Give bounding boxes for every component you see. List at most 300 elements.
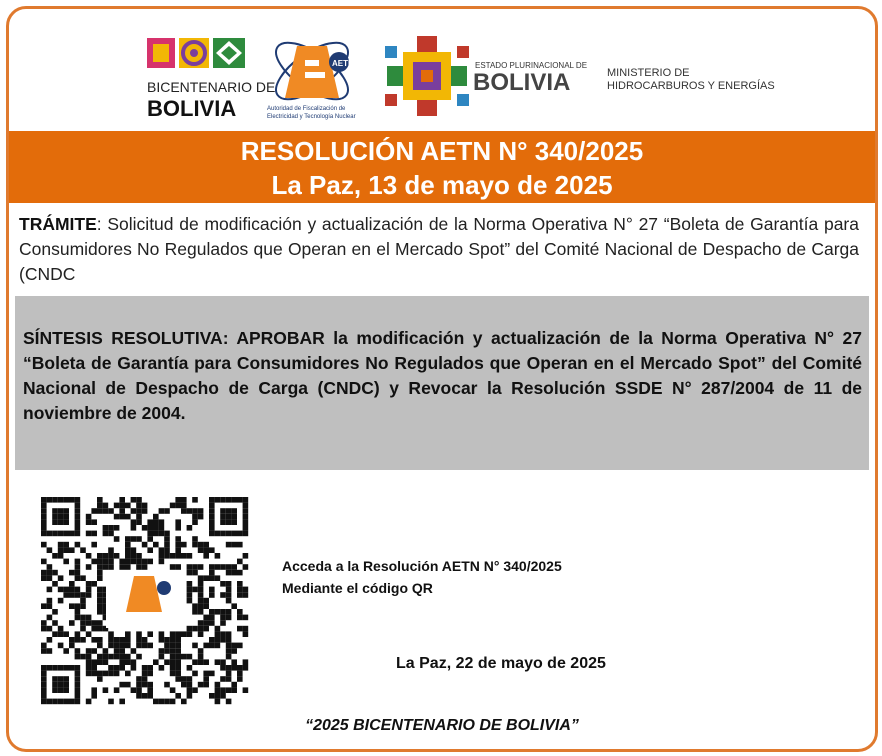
qr-module <box>237 542 243 548</box>
qr-module <box>220 615 226 621</box>
qr-module <box>209 531 215 537</box>
qr-module <box>125 559 131 565</box>
qr-module <box>220 609 226 615</box>
qr-module <box>198 626 204 632</box>
qr-module <box>226 665 232 671</box>
qr-module <box>153 525 159 531</box>
qr-module <box>243 514 249 520</box>
qr-module <box>63 631 69 637</box>
qr-module <box>136 503 142 509</box>
qr-module <box>58 682 64 688</box>
qr-module <box>153 519 159 525</box>
qr-module <box>41 693 47 699</box>
resolution-card <box>6 6 878 752</box>
qr-module <box>41 575 47 581</box>
qr-module <box>209 620 215 626</box>
qr-module <box>231 659 237 665</box>
qr-module <box>86 659 92 665</box>
qr-module <box>187 508 193 514</box>
qr-module <box>108 654 114 660</box>
qr-module <box>147 643 153 649</box>
qr-module <box>175 659 181 665</box>
qr-module <box>198 592 204 598</box>
qr-module <box>52 531 58 537</box>
qr-module <box>75 508 81 514</box>
svg-text:ESTADO PLURINACIONAL DE: ESTADO PLURINACIONAL DE <box>475 61 588 70</box>
qr-module <box>136 497 142 503</box>
qr-module <box>91 648 97 654</box>
qr-module <box>69 547 75 553</box>
logos-graphic <box>127 26 777 124</box>
qr-module <box>119 699 125 705</box>
qr-module <box>215 609 221 615</box>
qr-module <box>41 497 47 503</box>
qr-module <box>220 514 226 520</box>
qr-module <box>75 503 81 509</box>
qr-module <box>209 525 215 531</box>
qr-module <box>237 671 243 677</box>
qr-module <box>203 603 209 609</box>
qr-module <box>187 564 193 570</box>
qr-module <box>170 699 176 705</box>
qr-module <box>52 699 58 705</box>
qr-module <box>91 519 97 525</box>
qr-module <box>209 587 215 593</box>
qr-module <box>91 508 97 514</box>
qr-module <box>198 598 204 604</box>
qr-module <box>170 643 176 649</box>
qr-module <box>231 531 237 537</box>
qr-module <box>52 519 58 525</box>
svg-text:BOLIVIA: BOLIVIA <box>147 96 237 121</box>
qr-module <box>47 598 53 604</box>
qr-module <box>97 654 103 660</box>
svg-text:MINISTERIO DE: MINISTERIO DE <box>607 67 690 79</box>
qr-module <box>147 547 153 553</box>
qr-module <box>175 564 181 570</box>
qr-module <box>226 508 232 514</box>
qr-module <box>159 531 165 537</box>
qr-module <box>142 637 148 643</box>
qr-module <box>215 564 221 570</box>
qr-module <box>91 665 97 671</box>
qr-module <box>75 519 81 525</box>
resolution-date: La Paz, 13 de mayo de 2025 <box>271 170 613 200</box>
qr-module <box>198 514 204 520</box>
qr-module <box>175 637 181 643</box>
qr-module <box>47 575 53 581</box>
qr-module <box>131 547 137 553</box>
qr-module <box>181 497 187 503</box>
qr-module <box>198 542 204 548</box>
qr-module <box>114 648 120 654</box>
qr-module <box>75 587 81 593</box>
qr-module <box>203 598 209 604</box>
qr-module <box>80 592 86 598</box>
qr-module <box>215 682 221 688</box>
qr-module <box>215 497 221 503</box>
qr-module <box>159 508 165 514</box>
qr-module <box>114 503 120 509</box>
qr-module <box>86 654 92 660</box>
qr-module <box>97 637 103 643</box>
qr-module <box>108 643 114 649</box>
qr-module <box>86 620 92 626</box>
qr-module <box>164 648 170 654</box>
qr-module <box>58 598 64 604</box>
qr-module <box>231 570 237 576</box>
qr-module <box>97 592 103 598</box>
qr-module <box>181 676 187 682</box>
qr-module <box>58 665 64 671</box>
qr-module <box>97 553 103 559</box>
qr-module <box>142 503 148 509</box>
qr-module <box>41 699 47 705</box>
qr-module <box>203 671 209 677</box>
qr-module <box>175 519 181 525</box>
qr-module <box>75 671 81 677</box>
qr-module <box>164 547 170 553</box>
qr-module <box>119 637 125 643</box>
qr-module <box>119 659 125 665</box>
qr-module <box>209 564 215 570</box>
qr-module <box>175 536 181 542</box>
qr-module <box>175 497 181 503</box>
qr-module <box>187 553 193 559</box>
qr-module <box>187 581 193 587</box>
qr-module <box>86 671 92 677</box>
qr-module <box>103 559 109 565</box>
qr-module <box>136 553 142 559</box>
qr-module <box>97 497 103 503</box>
qr-module <box>198 654 204 660</box>
qr-module <box>63 514 69 520</box>
qr-module <box>209 671 215 677</box>
qr-module <box>52 665 58 671</box>
qr-module <box>114 643 120 649</box>
qr-module <box>86 665 92 671</box>
qr-module <box>86 531 92 537</box>
qr-module <box>187 676 193 682</box>
qr-module <box>47 570 53 576</box>
qr-module <box>114 525 120 531</box>
qr-module <box>220 659 226 665</box>
qr-module <box>125 542 131 548</box>
qr-module <box>187 587 193 593</box>
qr-module <box>231 519 237 525</box>
qr-module <box>147 519 153 525</box>
qr-module <box>52 687 58 693</box>
qr-module <box>75 564 81 570</box>
qr-module <box>97 609 103 615</box>
qr-module <box>175 631 181 637</box>
qr-module <box>103 508 109 514</box>
qr-module <box>47 615 53 621</box>
qr-module <box>215 699 221 705</box>
qr-module <box>97 503 103 509</box>
qr-module <box>198 508 204 514</box>
qr-module <box>108 637 114 643</box>
qr-module <box>136 637 142 643</box>
qr-module <box>175 648 181 654</box>
qr-code-graphic <box>34 490 256 712</box>
qr-module <box>243 587 249 593</box>
qr-module <box>86 592 92 598</box>
resolution-banner <box>9 131 875 203</box>
qr-module <box>69 531 75 537</box>
qr-module <box>131 665 137 671</box>
qr-module <box>181 553 187 559</box>
qr-module <box>41 525 47 531</box>
estado-plurinacional-emblem <box>385 36 469 116</box>
qr-module <box>159 648 165 654</box>
qr-module <box>226 497 232 503</box>
qr-module <box>119 559 125 565</box>
qr-module <box>63 665 69 671</box>
qr-module <box>198 609 204 615</box>
qr-module <box>175 503 181 509</box>
qr-module <box>75 570 81 576</box>
qr-module <box>187 687 193 693</box>
qr-module <box>75 654 81 660</box>
qr-module <box>192 542 198 548</box>
qr-module <box>170 503 176 509</box>
qr-module <box>114 665 120 671</box>
qr-module <box>231 514 237 520</box>
qr-module <box>41 570 47 576</box>
qr-module <box>231 564 237 570</box>
qr-module <box>209 615 215 621</box>
estado-plurinacional-wordmark <box>473 61 587 96</box>
publication-date: La Paz, 22 de mayo de 2025 <box>396 655 606 672</box>
qr-module <box>86 564 92 570</box>
qr-module <box>58 626 64 632</box>
qr-module <box>63 531 69 537</box>
qr-module <box>159 665 165 671</box>
qr-module <box>209 693 215 699</box>
qr-module <box>125 536 131 542</box>
qr-module <box>80 575 86 581</box>
qr-module <box>226 519 232 525</box>
qr-module <box>63 547 69 553</box>
qr-module <box>80 598 86 604</box>
qr-module <box>147 631 153 637</box>
qr-module <box>125 503 131 509</box>
qr-module <box>58 508 64 514</box>
qr-module <box>63 682 69 688</box>
qr-module <box>170 648 176 654</box>
qr-module <box>125 637 131 643</box>
qr-module <box>226 676 232 682</box>
qr-module <box>63 648 69 654</box>
qr-module <box>192 659 198 665</box>
qr-module <box>97 603 103 609</box>
qr-module <box>75 676 81 682</box>
qr-module <box>231 643 237 649</box>
qr-module <box>75 699 81 705</box>
qr-module <box>215 643 221 649</box>
qr-module <box>63 497 69 503</box>
qr-module <box>75 603 81 609</box>
sintesis-text: SÍNTESIS RESOLUTIVA: APROBAR la modificación y actualización de la Norma Operativa N° 27 “Boleta de Garantía para Consumidores No Regulados que Operan en el Mercado Spot” del Comité Nacional de Despacho de Carga (CNDC) y Revocar la Resolución SSDE N° 287/2004 de 11 de noviembre de 2004. <box>23 328 862 423</box>
qr-module <box>181 631 187 637</box>
qr-module <box>131 519 137 525</box>
qr-module <box>226 637 232 643</box>
footer-motto: “2025 BICENTENARIO DE BOLIVIA” <box>305 717 579 734</box>
qr-module <box>142 671 148 677</box>
qr-module <box>52 682 58 688</box>
qr-module <box>142 643 148 649</box>
qr-module <box>58 547 64 553</box>
qr-module <box>142 542 148 548</box>
qr-module <box>142 676 148 682</box>
tramite-text: : Solicitud de modificación y actualización de la Norma Operativa N° 27 “Boleta de Garantía para Consumidores No Regulados que Operan en el Mercado Spot” del Comité Nacional de Despacho de Carga (CNDC <box>19 214 859 284</box>
qr-module <box>226 542 232 548</box>
qr-module <box>136 519 142 525</box>
qr-module <box>187 626 193 632</box>
qr-module <box>69 581 75 587</box>
qr-module <box>220 592 226 598</box>
qr-module <box>69 665 75 671</box>
qr-module <box>209 643 215 649</box>
svg-text:HIDROCARBUROS Y ENERGÍAS: HIDROCARBUROS Y ENERGÍAS <box>607 80 775 92</box>
qr-module <box>97 575 103 581</box>
qr-module <box>91 626 97 632</box>
qr-module <box>125 631 131 637</box>
qr-module <box>58 631 64 637</box>
qr-module <box>114 514 120 520</box>
qr-module <box>198 603 204 609</box>
qr-module <box>181 682 187 688</box>
qr-code[interactable] <box>34 490 256 712</box>
qr-module <box>58 531 64 537</box>
qr-module <box>170 631 176 637</box>
qr-module <box>243 564 249 570</box>
qr-module <box>97 598 103 604</box>
qr-module <box>108 559 114 565</box>
qr-module <box>52 620 58 626</box>
qr-module <box>215 575 221 581</box>
qr-module <box>125 654 131 660</box>
qr-module <box>164 531 170 537</box>
qr-module <box>147 693 153 699</box>
qr-module <box>209 508 215 514</box>
qr-module <box>203 620 209 626</box>
qr-module <box>243 531 249 537</box>
qr-access-line2: Mediante el código QR <box>282 580 433 596</box>
qr-module <box>75 648 81 654</box>
qr-module <box>125 514 131 520</box>
qr-module <box>237 665 243 671</box>
qr-module <box>226 654 232 660</box>
qr-module <box>114 553 120 559</box>
qr-module <box>226 570 232 576</box>
qr-module <box>164 542 170 548</box>
qr-module <box>142 682 148 688</box>
qr-module <box>136 508 142 514</box>
qr-module <box>243 631 249 637</box>
qr-module <box>231 497 237 503</box>
qr-module <box>97 570 103 576</box>
qr-module <box>153 699 159 705</box>
qr-module <box>192 609 198 615</box>
qr-module <box>237 615 243 621</box>
qr-module <box>231 542 237 548</box>
qr-module <box>136 536 142 542</box>
tramite-paragraph <box>19 212 859 287</box>
qr-module <box>91 693 97 699</box>
qr-module <box>175 553 181 559</box>
qr-module <box>80 626 86 632</box>
qr-module <box>164 553 170 559</box>
qr-module <box>86 699 92 705</box>
qr-module <box>209 497 215 503</box>
svg-text:BICENTENARIO DE: BICENTENARIO DE <box>147 79 276 95</box>
qr-module <box>75 531 81 537</box>
qr-module <box>75 609 81 615</box>
qr-module <box>142 693 148 699</box>
qr-module <box>243 665 249 671</box>
qr-module <box>231 687 237 693</box>
qr-module <box>243 626 249 632</box>
qr-module <box>75 665 81 671</box>
qr-module <box>198 547 204 553</box>
qr-module <box>86 519 92 525</box>
qr-module <box>69 643 75 649</box>
qr-module <box>226 631 232 637</box>
qr-module <box>175 547 181 553</box>
qr-module <box>203 542 209 548</box>
qr-module <box>187 570 193 576</box>
qr-module <box>119 643 125 649</box>
qr-module <box>47 497 53 503</box>
qr-module <box>75 542 81 548</box>
qr-module <box>47 699 53 705</box>
qr-module <box>226 687 232 693</box>
qr-module <box>52 553 58 559</box>
qr-module <box>220 620 226 626</box>
qr-module <box>192 519 198 525</box>
qr-module <box>237 497 243 503</box>
qr-module <box>181 503 187 509</box>
qr-module <box>41 542 47 548</box>
qr-module <box>237 559 243 565</box>
qr-module <box>192 508 198 514</box>
qr-module <box>125 564 131 570</box>
qr-module <box>97 676 103 682</box>
qr-module <box>159 519 165 525</box>
qr-module <box>192 671 198 677</box>
bicentenario-logo <box>147 38 275 121</box>
qr-module <box>136 559 142 565</box>
qr-module <box>80 620 86 626</box>
qr-module <box>136 676 142 682</box>
qr-module <box>86 581 92 587</box>
qr-module <box>41 626 47 632</box>
qr-module <box>75 514 81 520</box>
qr-module <box>69 587 75 593</box>
qr-module <box>91 581 97 587</box>
qr-module <box>75 687 81 693</box>
qr-module <box>198 620 204 626</box>
qr-module <box>114 671 120 677</box>
qr-module <box>220 508 226 514</box>
qr-module <box>164 682 170 688</box>
qr-module <box>97 643 103 649</box>
qr-module <box>192 587 198 593</box>
qr-module <box>209 637 215 643</box>
qr-module <box>97 587 103 593</box>
